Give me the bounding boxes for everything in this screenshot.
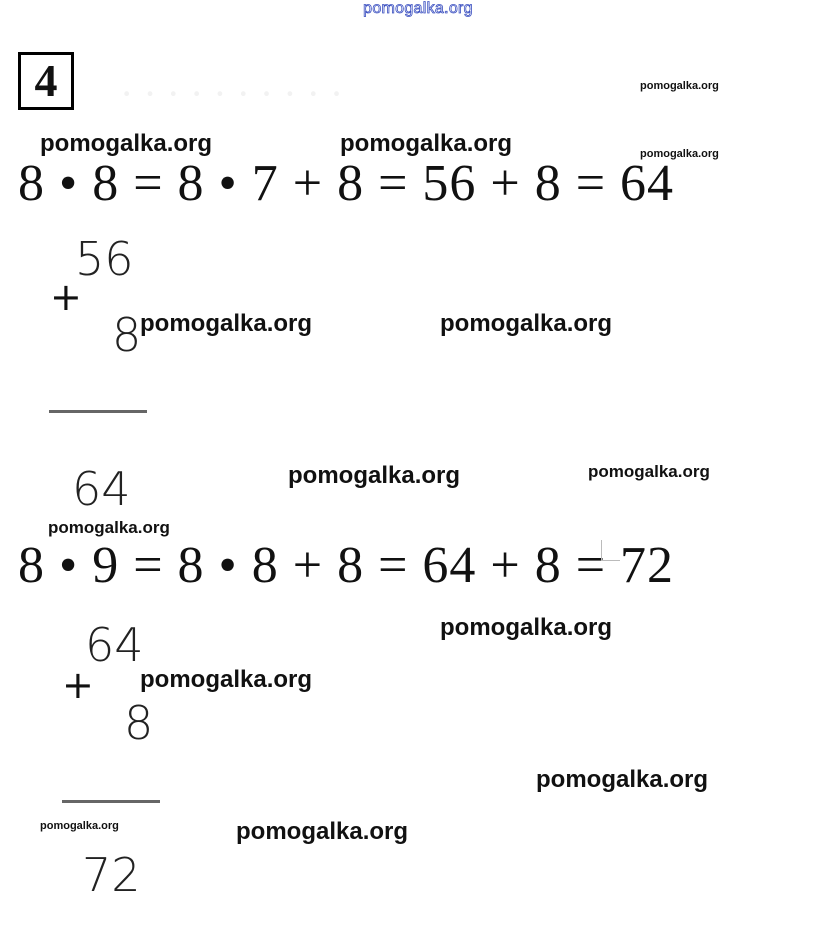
- column-1-result: 64: [72, 462, 131, 516]
- watermark: pomogalka.org: [236, 818, 409, 845]
- column-2-sum-line: [62, 800, 160, 803]
- watermark: pomogalka.org: [48, 518, 170, 537]
- watermark: pomogalka.org: [140, 666, 313, 693]
- faint-task-heading: · · · · · · · · · ·: [120, 71, 344, 116]
- equation-2: 8 • 9 = 8 • 8 + 8 = 64 + 8 = 72: [18, 537, 675, 594]
- task-number-box: 4: [18, 52, 74, 110]
- column-2-top-number: 64: [85, 618, 144, 672]
- column-1-top-number: 56: [75, 232, 134, 286]
- site-watermark-link[interactable]: pomogalka.org: [363, 0, 473, 17]
- column-1-plus-sign: +: [50, 275, 82, 319]
- column-1-addend: 8: [112, 308, 142, 362]
- watermark: pomogalka.org: [440, 614, 613, 641]
- column-2-addend: 8: [124, 696, 154, 750]
- watermark: pomogalka.org: [140, 310, 313, 337]
- watermark: pomogalka.org: [288, 462, 461, 489]
- watermark: pomogalka.org: [640, 148, 719, 160]
- watermark: pomogalka.org: [340, 130, 513, 157]
- column-1-sum-line: [49, 410, 147, 413]
- watermark: pomogalka.org: [40, 820, 119, 832]
- column-2-plus-sign: +: [62, 663, 94, 707]
- equation-1: 8 • 8 = 8 • 7 + 8 = 56 + 8 = 64: [18, 155, 675, 212]
- column-2-result: 72: [82, 848, 141, 902]
- watermark: pomogalka.org: [536, 766, 709, 793]
- watermark: pomogalka.org: [640, 80, 719, 92]
- scan-artifact-mark: [601, 540, 620, 561]
- watermark: pomogalka.org: [40, 130, 213, 157]
- watermark: pomogalka.org: [440, 310, 613, 337]
- watermark: pomogalka.org: [588, 462, 710, 481]
